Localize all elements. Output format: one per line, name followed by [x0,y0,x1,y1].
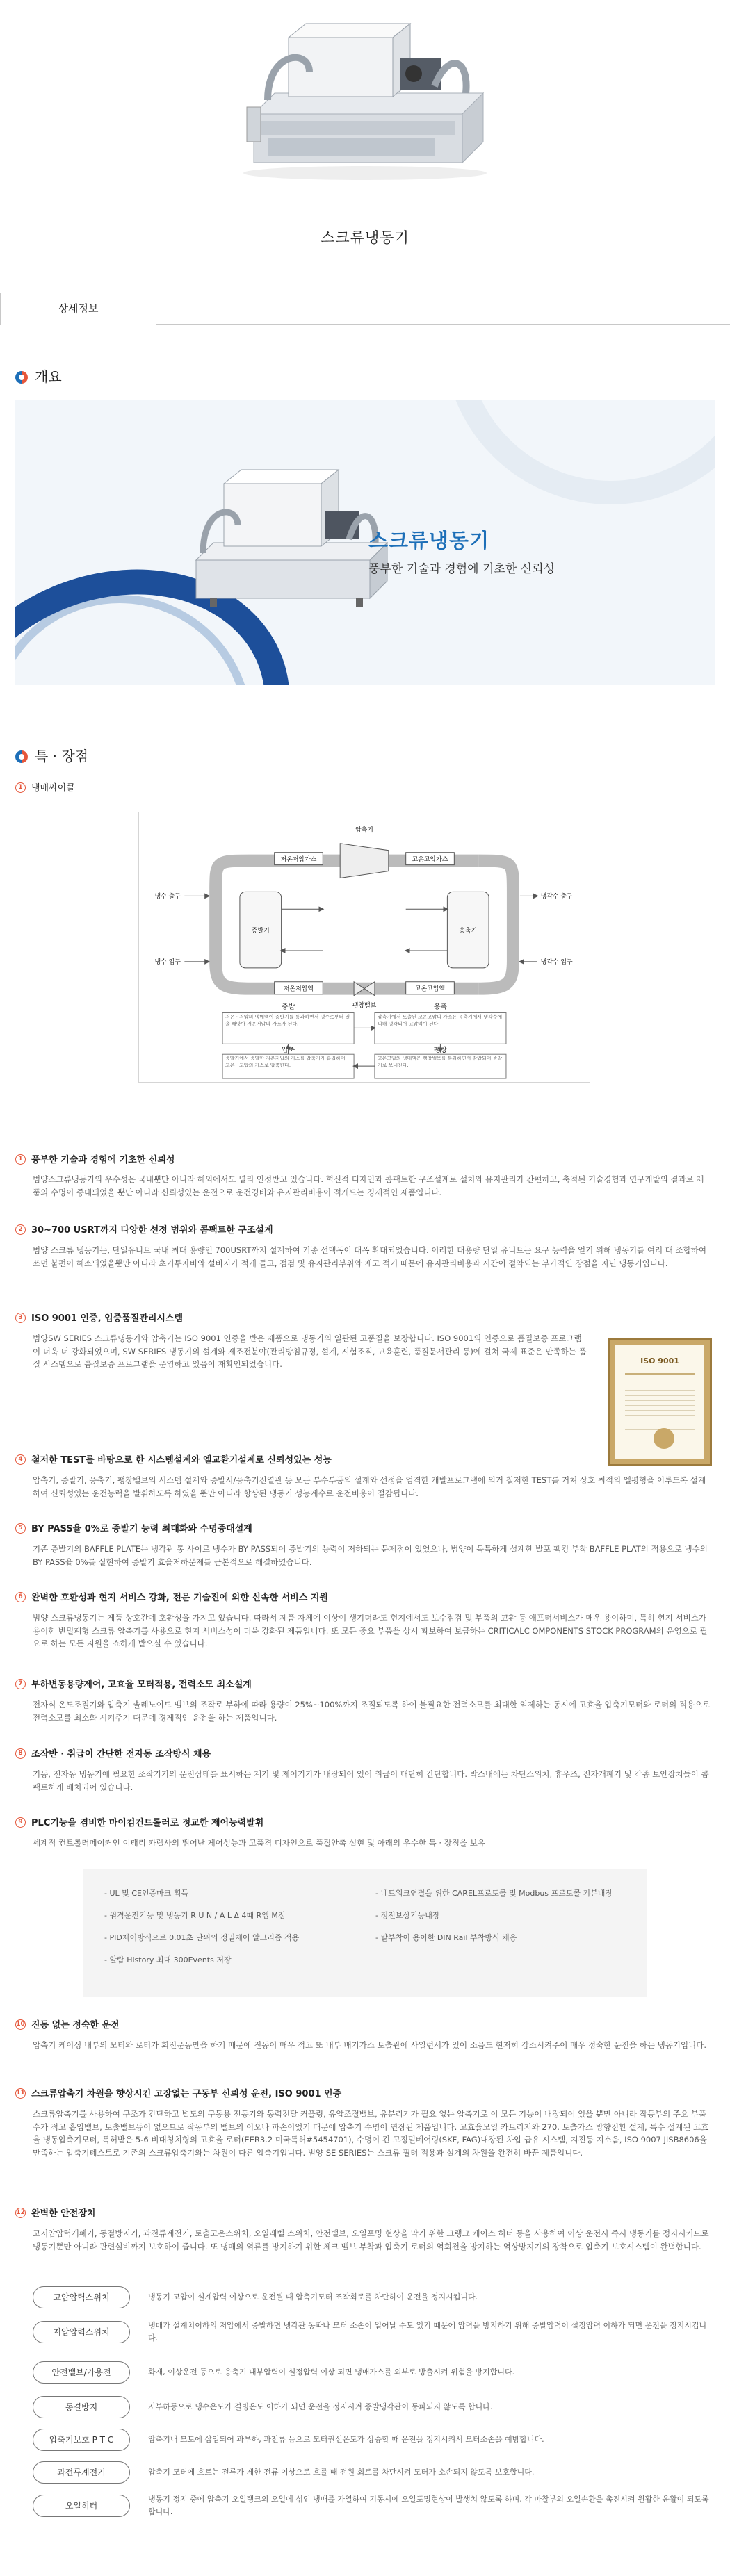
safety-label: 동결방지 [33,2396,130,2418]
safety-label: 안전밸브/가용전 [33,2361,130,2384]
diagram-label: 고온고압액 [414,985,446,993]
feature-text: 범양SW SERIES 스크류냉동기와 압축기는 ISO 9001 인증을 받은 제품으로 냉동기의 일관된 고품질을 보장합니다. ISO 9001의 인증으로 품질보증 프로그램이 더욱 더 강화되었으며, SW SERIES 냉동기의 설계와 제조전분야(관리방침규정, 설계, 시험조직, 교육훈련, 품질문서관리 등)에 걸쳐 국제 표준은 만족하는 품질 시스템으로 품질보증 프로그램을 운영하고 있음이 재확인되었습니다. [33,1334,587,1370]
number-badge: 7 [15,1679,26,1689]
number-badge: 1 [15,1154,26,1165]
number-badge: 9 [15,1817,26,1828]
diagram-box-title: 팽창 [433,1047,448,1055]
feature-heading [15,2207,711,2221]
feature-title: 진동 없는 정숙한 운전 [31,2020,120,2031]
safety-label: 저압압력스위치 [33,2321,130,2343]
feature-title: ISO 9001 인증, 입증품질관리시스템 [31,1313,184,1324]
feature-title: 스크류압축기 차원을 향상시킨 고장없는 구동부 신뢰성 운전, ISO 9001 인증 [31,2089,342,2099]
feature-text: 기동, 전자동 냉동기에 필요한 조작기기의 운전상태를 표시하는 계기 및 제어기기가 내장되어 있어 취급이 대단히 간단합니다. 박스내에는 차단스위치, 휴우즈, 전자개폐기 및 각종 보안장치들이 콤팩트하게 배치되어 있습니다. [33,1769,709,1792]
safety-desc: 냉동기 고압이 설계압력 이상으로 운전될 때 압축기모터 조작회로를 차단하여 운전을 정지시킵니다. [148,2292,478,2302]
tab-detail-info[interactable]: 상세정보 [0,293,156,325]
plc-feature-box [83,1869,647,1997]
diagram-box-title: 증발 [281,1003,295,1011]
diagram-label: 냉각수 입구 [540,958,573,966]
safety-desc: 화재, 이상운전 등으로 응축기 내부압력이 설정압력 이상 되면 냉매가스를 외부로 방출시켜 위험을 방지합니다. [148,2368,515,2377]
feature-text: 압축기 케이싱 내부의 모터와 로터가 회전운동만을 하기 때문에 진동이 매우 적고 또 내부 배기가스 토출관에 사일런서가 있어 소음도 현저히 감소시켜주어 매우 정숙한 운전을 하는 냉동기입니다. [33,2040,706,2050]
safety-label: 압축기보호 P T C [33,2429,130,2451]
feature-title: 조작반 · 취급이 간단한 전자동 조작방식 채용 [31,1749,211,1759]
diagram-box-title: 압축 [281,1047,295,1055]
feature-text: 고저압압력개폐기, 동결방지기, 과전류계전기, 토출고온스위치, 오일래벨 스위치, 안전밸브, 오일포밍 현상을 막기 위한 크랭크 케이스 히터 등을 사용하여 이상 운전시 즉시 냉동기를 정지시키므로 냉동기뿐만 아니라 관련설비까지 보호하여 줍니다. 또 냉매의 역류를 방지하기 위한 체크 밸브 부착과 압축기 로터의 역회전을 방지하는 역상방지기의 장착으로 압축기 보호시스템이 완벽합니다. [33,2229,709,2251]
refrigerant-cycle-diagram [138,812,590,1083]
feature-text: 전자식 온도조절기와 압축기 솔레노이드 밸브의 조작로 부하에 따라 용량이 25%~100%까지 조절되도록 하여 불필요한 전력소모를 최대한 억제하는 동시에 고효율 압축기모터와 로터의 적용으로 전력소모를 최소화 시켜주기 때문에 경제적인 운전을 하는 제품입니다. [33,1700,711,1723]
feature-title: 풍부한 기술과 경험에 기초한 신뢰성 [31,1155,175,1165]
diagram-label: 냉수 입구 [154,958,181,966]
plc-list-right [375,1887,640,1954]
diagram-box-title: 응축 [433,1003,448,1011]
number-badge: 5 [15,1523,26,1534]
plc-list-left [104,1887,368,1976]
number-badge: 12 [15,2208,26,2218]
safety-desc: 냉동기 정지 중에 압축기 오일탱크의 오일에 섞인 냉매를 가열하여 기동시에 오일포밍현상이 발생치 않도록 하며, 각 마찰부의 오일손환을 촉진시켜 원활한 윤활이 되도록 합니다. [148,2495,709,2516]
banner-decoration [444,400,715,504]
feature-text: 세계적 컨트롤러메이커인 이태리 카렐사의 뛰어난 제어성능과 고품격 디자인으로 품질안촉 설현 및 아래의 우수한 특 · 장점을 보유 [33,1838,485,1848]
screw-chiller-image [226,10,504,183]
number-badge: 4 [15,1454,26,1465]
safety-desc: 냉매가 설계치이하의 저압에서 증발하면 냉각관 동파나 모터 소손이 일어날 수도 있기 때문에 압력을 방지하기 위해 증발압력이 설정압력 이하가 되면 운전을 정지시킵니다. [148,2321,707,2343]
feature-title: 부하변동용량제어, 고효율 모터적용, 전력소모 최소설계 [31,1680,252,1690]
plc-list-item: - 알람 History 최대 300Events 저장 [104,1955,232,1964]
safety-desc: 압축기 모터에 흐르는 전류가 제한 전류 이상으로 흐를 때 전원 회로를 차단시켜 모터가 소손되지 않도록 보호합니다. [148,2468,535,2477]
safety-label: 고압압력스위치 [33,2286,130,2308]
feature-title: 30~700 USRT까지 다양한 선정 범위와 콤팩트한 구조설계 [31,1225,273,1236]
feature-text: 압축기, 증발기, 응축기, 팽창밸브의 시스템 설계와 증발시/응축기전열관 등 모든 부수부품의 설계와 선정을 엄격한 개발프로그램에 의거 철저한 TEST를 거쳐 상호 최적의 엘평형을 이루도록 설계하여 신뢰성있는 운전능력을 발휘하도록 하였을 뿐만 아니라 향상된 냉동기 성능계수로 운전비용이 절감됩니다. [33,1475,706,1498]
feature-title: 철저한 TEST를 바탕으로 한 시스템설계와 엘교환기설계로 신뢰성있는 성능 [31,1455,332,1466]
feature-heading [15,1591,711,1605]
feature-title: BY PASS율 0%로 증발기 능력 최대화와 수명증대설계 [31,1524,252,1534]
banner-title: 스크류냉동기 [368,529,490,552]
feature-title: PLC기능을 겸비한 마이컴컨트롤러로 정교한 제어능력발휘 [31,1818,264,1828]
number-badge: 8 [15,1748,26,1759]
diagram-label: 팽창밸브 [352,1002,377,1010]
feature-text: 범양 스크류 냉동기는, 단일유니트 국내 최대 용량인 700USRT까지 설계하여 기종 선택폭이 대폭 확대되었습니다. 이러한 대용량 단일 유니트는 요구 능력을 얻기 위해 냉동기를 여러 대 조합하여 쓰던 불편이 해소되었을뿐만 아니라 초기투자비와 설비지가 적게 들고, 점검 및 유지관리부위와 재고 적기 때문에 유지관리비용과 시간이 절약되는 부가적인 장점을 지닌 냉동기입니다. [33,1245,706,1268]
number-badge: 6 [15,1592,26,1602]
feature-heading [15,2019,711,2033]
safety-label: 과전류계전기 [33,2461,130,2484]
diagram-label: 냉각수 출구 [540,893,573,901]
overview-heading-text: 개요 [35,368,62,385]
number-badge: 2 [15,1224,26,1235]
diagram-label: 고온고압가스 [412,856,448,864]
plc-list-item: - 네트워크연결을 위한 CAREL프로토콜 및 Modbus 프로토콜 기본내장 [375,1889,613,1898]
feature-heading-refrigerant-cycle [15,782,711,796]
feature-heading [15,1224,711,1238]
iso-certificate-image [608,1338,712,1466]
safety-desc: 저부하등으로 냉수온도가 결빙온도 이하가 되면 운전을 정지시켜 증발냉각관이 동파되지 않도록 합니다. [148,2402,493,2411]
diagram-box-text: 압축기에서 토출된 고온고압의 가스는 응축기에서 냉각수에 의해 냉각되어 고압액이 된다. [377,1014,503,1027]
diagram-label: 저온저압가스 [280,856,317,864]
number-badge: 1 [15,782,26,793]
feature-heading [15,1454,711,1468]
diagram-box-text: 증발기에서 증발한 저온저압의 가스를 압축기가 흡입하여 고온 · 고압의 가스로 압축한다. [225,1056,346,1068]
number-badge: 3 [15,1313,26,1323]
feature-heading [15,1312,711,1326]
overview-banner [15,400,715,685]
feature-heading [15,1523,711,1536]
feature-heading [15,1748,711,1762]
feature-heading [15,1678,711,1692]
number-badge: 10 [15,2019,26,2030]
plc-list-item: - PID제어방식으로 0.01초 단위의 정밀제어 알고리즘 적용 [104,1933,300,1942]
plc-list-item: - 원격운전기능 및 냉동기 R U N / A L Δ 4때 R앱 M점 [104,1911,286,1920]
diagram-label: 응축기 [459,928,478,935]
feature-heading [15,2087,711,2101]
feature-text: 기존 증발기의 BAFFLE PLATE는 냉각관 통 사이로 냉수가 BY PASS되어 증발기의 능력이 저하되는 문제점이 있었으나, 범양이 독특하게 설계한 발포 팩킹 부착 BAFFLE PLAT의 적용으로 냉수의 BY PASS율 0%를 실현하여 증발기 효율저하문제를 근본적으로 해결하였습니다. [33,1544,708,1567]
feature-text: 범양스크류냉동기의 우수성은 국내뿐만 아니라 해외에서도 널리 인정받고 있습니다. 혁신적 디자인과 콤팩트한 구조설계로 설치와 유지관리가 간편하고, 축적된 기술경험과 연구개발의 결과로 제품의 수명이 증대되었을 뿐만 아니라 신뢰성있는 운전으로 운전경비와 유지관리비용이 적게드는 경제적인 제품입니다. [33,1174,704,1197]
feature-heading [15,1816,711,1830]
diagram-label: 냉수 출구 [154,893,181,901]
feature-title: 완벽한 호환성과 현지 서비스 강화, 전문 기술진에 의한 신속한 서비스 지원 [31,1593,328,1603]
feature-title: 냉매싸이클 [31,783,75,794]
plc-list-item: - UL 및 CE인증마크 획득 [104,1889,189,1898]
feature-heading [15,1154,711,1167]
banner-subtitle: 풍부한 기술과 경험에 기초한 신뢰성 [368,562,555,576]
number-badge: 11 [15,2088,26,2099]
section-bullet-icon [15,750,28,763]
diagram-box-text: 고온고압의 냉매액은 팽창밸브를 통과하면서 감압되어 증발기로 보내진다. [377,1056,503,1068]
safety-desc: 압축기내 모토에 삽입되어 과부하, 과전류 등으로 모터권선온도가 상승할 때 운전을 정지시켜서 모터소손을 예방합니다. [148,2435,544,2444]
diagram-label: 저온저압액 [283,985,314,993]
safety-label: 오일히터 [33,2495,130,2517]
tab-bar [0,293,730,325]
features-heading-text: 특 · 장점 [35,748,89,764]
product-title: 스크류냉동기 [321,229,409,246]
feature-text: 범양 스크류냉동기는 제품 상호간에 호환성을 가지고 있습니다. 따라서 제품 자체에 이상이 생기더라도 현지에서도 보수점검 및 부품의 교환 등 애프터서비스가 매우 용이하며, 특히 현지 서비스가 용이한 반밀폐형 스크류 압축기를 사용으로 현지 서비스성이 더욱 강화된 제품입니다. 또 모든 중요 부품을 상시 확보하여 보급하는 CRITICALC OMPONENTS STOCK PROGRAM의 운영으로 필요로 하는 모든 지원을 쇼하게 받으실 수 있습니다. [33,1613,708,1649]
diagram-label: 압축기 [355,826,373,834]
plc-list-item: - 정전보상기능내장 [375,1911,440,1920]
section-bullet-icon [15,371,28,384]
certificate-title: ISO 9001 [640,1356,679,1365]
features-heading [15,746,88,767]
feature-title: 완벽한 안전장치 [31,2208,96,2219]
diagram-label: 증발기 [251,928,270,935]
overview-heading [15,366,62,388]
feature-text: 스크류압축기를 사용하여 구조가 간단하고 별도의 구동용 전동기와 동력전달 커플링, 유압조절밸브, 유분리기가 필요 없는 압축기로 이 모든 기능이 내장되어 있을 뿐만 아니라 작동부의 주요 부품수가 적고 흡입밸브, 토출밸브등이 없으므로 작동부의 밸브의 이오나 파손이었기 때문에 압축기 수명이 연장된 제품입니다. 고효율모일 카트리지와 270. 토출가스 방향전환 설계, 특수 설계된 고효율 냉동압축기모터, 특허받은 5-6 비대칭치형의 고효율 로터(EER3.2 미국특허#5454701), 수명이 긴 고정밀베어링(SKF, FAG)내장된 차압 급유 시스템, 지진등 지소음, ISO 9007 JISB8606을 만족하는 압축기테스트로 기존의 스크류압축기와는 차원이 다른 압축기입니다. 범양 SE SERIES는 스크류 필러 적용과 설계의 차원을 완전히 바꾼 제품입니다. [33,2109,709,2158]
diagram-box-text: 저온 · 저압의 냉매액이 증발기를 통과하면서 냉수로부터 열을 빼앗아 저온저압의 가스가 된다. [225,1014,350,1027]
banner-chiller-image [182,456,391,623]
plc-list-item: - 탈부착이 용이한 DIN Rail 부착방식 채용 [375,1933,517,1942]
